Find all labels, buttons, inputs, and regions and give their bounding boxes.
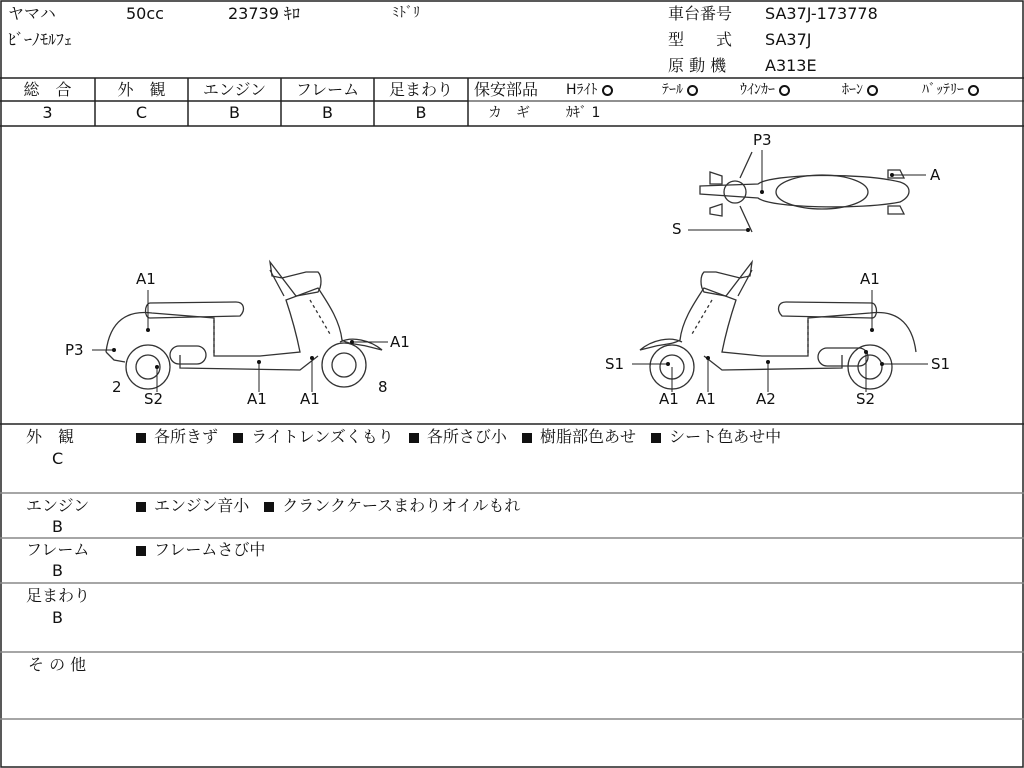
bullet-square-icon <box>522 433 532 443</box>
grade-overall-value: 3 <box>42 103 53 122</box>
right-label-a1-top: A1 <box>860 270 880 288</box>
remark-frame-items: フレームさび中 <box>136 542 265 558</box>
top-label-p3: P3 <box>753 131 772 149</box>
remark-suspension-title: 足まわり <box>26 586 91 605</box>
right-label-s1-left: S1 <box>605 355 625 373</box>
left-label-a1-rear: A1 <box>390 333 410 351</box>
body-color: ﾐﾄﾞﾘ <box>392 5 420 21</box>
bullet-square-icon <box>264 502 274 512</box>
maker-name: ヤマハ <box>8 4 56 23</box>
frame-no-label: 車台番号 <box>668 4 733 23</box>
safety-item-winker: ｳｲﾝｶｰ <box>740 83 790 97</box>
remark-suspension-grade: B <box>52 608 63 627</box>
key-label: カ ギ <box>488 105 530 121</box>
grade-frame-label: フレーム <box>295 80 360 99</box>
mileage: 23739 ｷﾛ <box>228 4 300 23</box>
grade-engine-value: B <box>229 103 240 122</box>
left-label-a1-top: A1 <box>136 270 156 288</box>
frame-no-value: SA37J-173778 <box>765 4 878 23</box>
left-label-a1-mid: A1 <box>247 390 267 408</box>
safety-item-headlight: Hﾗｲﾄ <box>566 83 613 97</box>
grade-frame-value: B <box>322 103 333 122</box>
right-label-a2: A2 <box>756 390 776 408</box>
safety-item-horn: ﾎｰﾝ <box>842 83 878 97</box>
remark-exterior-items: 各所きず ライトレンズくもり 各所さび小 樹脂部色あせ シート色あせ中 <box>136 429 781 445</box>
engine-model-label: 原 動 機 <box>668 56 727 75</box>
remark-engine-title: エンジン <box>26 496 90 515</box>
type-value: SA37J <box>765 30 812 49</box>
left-label-2: 2 <box>112 378 122 396</box>
bullet-square-icon <box>233 433 243 443</box>
left-label-p3: P3 <box>65 341 84 359</box>
bullet-square-icon <box>136 433 146 443</box>
scooter-top-view <box>700 152 909 232</box>
grade-suspension-value: B <box>415 103 427 122</box>
remark-other-title: そ の 他 <box>28 655 87 674</box>
remark-exterior-grade: C <box>52 449 64 468</box>
remark-exterior-title: 外 観 <box>26 427 75 446</box>
model-name: ﾋﾞｰﾉﾓﾙﾌｪ <box>8 30 73 49</box>
grade-overall-label: 総 合 <box>23 80 72 99</box>
left-label-8: 8 <box>378 378 388 396</box>
bullet-square-icon <box>651 433 661 443</box>
key-value: ｶｷﾞ 1 <box>566 105 601 121</box>
right-label-a1-b2: A1 <box>696 390 716 408</box>
safety-parts-label: 保安部品 <box>474 80 539 99</box>
remark-engine-grade: B <box>52 517 63 536</box>
bullet-square-icon <box>136 502 146 512</box>
grade-exterior-label: 外 観 <box>117 80 166 99</box>
grade-suspension-label: 足まわり <box>388 80 453 99</box>
top-label-a: A <box>930 166 941 184</box>
right-label-a1-b1: A1 <box>659 390 679 408</box>
left-label-s2: S2 <box>144 390 164 408</box>
bullet-square-icon <box>136 546 146 556</box>
safety-item-battery: ﾊﾞｯﾃﾘｰ <box>922 83 979 97</box>
grade-exterior-value: C <box>135 103 148 122</box>
top-label-s: S <box>672 220 682 238</box>
remark-frame-grade: B <box>52 561 63 580</box>
right-label-s2: S2 <box>856 390 876 408</box>
right-label-s1-right: S1 <box>931 355 951 373</box>
grade-engine-label: エンジン <box>202 80 267 99</box>
left-label-a1-front: A1 <box>300 390 320 408</box>
safety-item-tail: ﾃｰﾙ <box>662 83 698 97</box>
bullet-square-icon <box>409 433 419 443</box>
engine-model-value: A313E <box>765 56 817 75</box>
remark-frame-title: フレーム <box>26 540 90 559</box>
displacement: 50cc <box>126 4 164 23</box>
remark-engine-items: エンジン音小 クランクケースまわりオイルもれ <box>136 498 520 514</box>
type-label: 型 式 <box>668 30 733 49</box>
